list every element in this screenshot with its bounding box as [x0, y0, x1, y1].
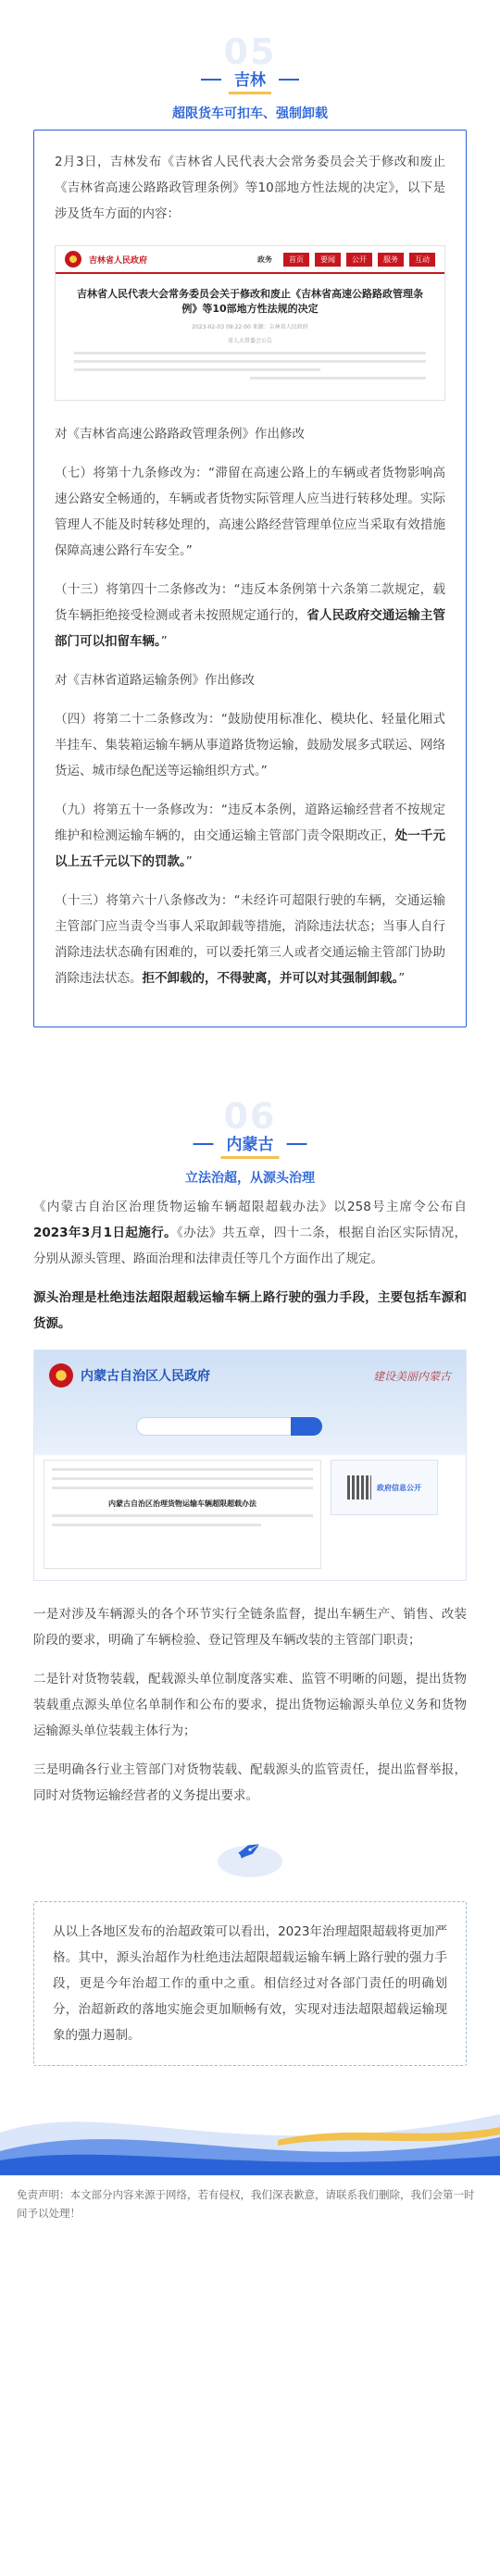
neimenggu-para-1-bold: 2023年3月1日起施行。 — [33, 1226, 178, 1240]
gov2-side-panel — [331, 1460, 438, 1515]
jilin-card — [33, 130, 467, 1027]
jilin-para-3: （十三）将第四十二条修改为：“违反本条例第十六条第二款规定，载货车辆拒绝接受检测或者未按照规定通行的，省人民政府交通运输主管部门可以扣留车辆。” — [55, 582, 446, 649]
jilin-para-1: 对《吉林省高速公路路政管理条例》作出修改 — [55, 427, 305, 442]
neimenggu-gov-screenshot — [33, 1350, 467, 1581]
jilin-para-6-bold: 处一千元以上五千元以下的罚款。 — [55, 828, 446, 869]
neimenggu-para-2: 源头治理是杜绝违法超限超载运输车辆上路行驶的强力手段，主要包括车源和货源。 — [33, 1290, 467, 1331]
summary-text: 从以上各地区发布的治超政策可以看出，2023年治理超限超载将更加严格。其中，源头治超作为杜绝违法超限超载运输车辆上路行驶的强力手段，更是今年治超工作的重中之重。相信经过对各部门责任的明确划分，治超新政的落地实施会更加顺畅有效，实现对违法超限超载运输现象的强力遏制。 — [53, 1924, 447, 2043]
jilin-para-3-bold: 省人民政府交通运输主管部门可以扣留车辆。 — [55, 608, 446, 649]
gov-header-bar — [56, 246, 444, 274]
section-title: 吉林 — [229, 65, 271, 94]
section-header-jilin — [0, 28, 500, 130]
section-title: 内蒙古 — [221, 1129, 280, 1159]
neimenggu-para-3: 一是对涉及车辆源头的各个环节实行全链条监督，提出车辆生产、销售、改装阶段的要求，明确了车辆检验、登记管理及车辆改装的主管部门职责； — [33, 1607, 467, 1648]
emblem-icon — [65, 251, 81, 268]
jilin-para-6: （九）将第五十一条修改为：“违反本条例，道路运输经营者不按规定维护和检测运输车辆的，由交通运输主管部门责令限期改正，处一千元以上五千元以下的罚款。” — [55, 803, 446, 869]
wave-graphic — [0, 2086, 500, 2175]
pen-icon: ✒ — [229, 1828, 271, 1874]
gov-doc-meta: 2023-02-03 09:22:00 来源：吉林省人民政府 — [192, 324, 308, 330]
gov-nav-item: 服务 — [378, 253, 404, 267]
title-right-line — [287, 1143, 307, 1145]
gov2-header — [34, 1350, 466, 1400]
summary-box — [33, 1901, 467, 2066]
section-header-neimenggu — [0, 1092, 500, 1194]
section-number: 06 — [223, 1096, 277, 1137]
pen-decoration — [0, 1822, 500, 1896]
gov-nav-item: 政务 — [257, 255, 272, 264]
jilin-intro: 2月3日，吉林发布《吉林省人民代表大会常务委员会关于修改和废止《吉林省高速公路路政管理条例》等10部地方性法规的决定》，以下是涉及货车方面的内容： — [55, 155, 445, 221]
section-subtitle: 立法治超，从源头治理 — [185, 1171, 315, 1186]
gov-nav — [252, 253, 435, 267]
jilin-para-7-bold: 拒不卸载的，不得驶离，并可以对其强制卸载。 — [142, 971, 399, 986]
title-left-line — [194, 1143, 214, 1145]
gov-doc-body — [74, 352, 426, 380]
section-title-box — [194, 1129, 307, 1159]
gov2-title: 内蒙古自治区人民政府 — [81, 1369, 210, 1384]
jilin-para-7: （十三）将第六十八条修改为：“未经许可超限行驶的车辆，交通运输主管部门应当责令当事人采取卸载等措施，消除违法状态；当事人自行消除违法状态确有困难的，可以委托第三人或者交通运输主管部门协助消除违法状态。拒不卸载的，不得驶离，并可以对其强制卸载。” — [55, 893, 445, 986]
section-number: 05 — [223, 31, 277, 72]
gov2-calligraphy: 建设美丽内蒙古 — [372, 1369, 451, 1383]
gov2-search-box — [136, 1417, 321, 1436]
gov2-doc-panel — [44, 1460, 321, 1569]
gov-doc-title: 吉林省人民代表大会常务委员会关于修改和废止《吉林省高速公路路政管理条例》等10部地方性法规的决定 — [77, 288, 423, 315]
neimenggu-para-5: 三是明确各行业主管部门对货物装载、配载源头的监管责任，提出监督举报，同时对货物运输经营者的义务提出要求。 — [33, 1762, 467, 1803]
section-title-box — [201, 65, 299, 94]
gov-nav-item: 公开 — [346, 253, 372, 267]
wave-decoration — [0, 2086, 500, 2175]
section-subtitle: 超限货车可扣车、强制卸载 — [172, 106, 328, 121]
emblem-icon — [49, 1363, 73, 1388]
gov2-side-label: 政府信息公开 — [377, 1483, 421, 1492]
gov-nav-item: 首页 — [283, 253, 309, 267]
neimenggu-para-4: 二是针对货物装载，配载源头单位制度落实难、监管不明晰的问题，提出货物装载重点源头单位名单制作和公布的要求，提出货物运输源头单位义务和货物运输源头单位装载主体行为； — [33, 1672, 467, 1738]
gov-nav-item: 互动 — [409, 253, 435, 267]
jilin-para-5: （四）将第二十二条修改为：“鼓励使用标准化、模块化、轻量化厢式半挂车、集装箱运输车辆从事道路货物运输，鼓励发展多式联运、网络货运、城市绿色配送等运输组织方式。” — [55, 712, 445, 778]
disclaimer: 免责声明：本文部分内容来源于网络，若有侵权，我们深表歉意，请联系我们删除，我们会第一时间予以处理！ — [0, 2175, 500, 2237]
gov-nav-item: 要闻 — [315, 253, 341, 267]
gov2-doc-title: 内蒙古自治区治理货物运输车辆超限超载办法 — [108, 1500, 256, 1508]
title-left-line — [201, 79, 221, 81]
qr-code-icon — [347, 1475, 371, 1500]
search-icon — [291, 1417, 322, 1436]
gov-brand: 吉林省人民政府 — [89, 255, 148, 266]
title-right-line — [279, 79, 299, 81]
jilin-para-4: 对《吉林省道路运输条例》作出修改 — [55, 673, 255, 688]
jilin-gov-screenshot — [55, 245, 445, 401]
neimenggu-body — [0, 1194, 500, 1809]
jilin-para-2: （七）将第十九条修改为：“滞留在高速公路上的车辆或者货物影响高速公路安全畅通的，车辆或者货物实际管理人应当进行转移处理。实际管理人不能及时转移处理的，高速公路经营管理单位应当采取有效措施保障高速公路行车安全。” — [55, 466, 445, 558]
neimenggu-para-1: 《内蒙古自治区治理货物运输车辆超限超载办法》以258号主席令公布自2023年3月1日起施行。《办法》共五章，四十二条，根据自治区实际情况，分别从源头管理、路面治理和法律责任等几个方面作出了规定。 — [33, 1200, 467, 1266]
gov-doc-sub: 省人大常委会公告 — [227, 338, 272, 344]
